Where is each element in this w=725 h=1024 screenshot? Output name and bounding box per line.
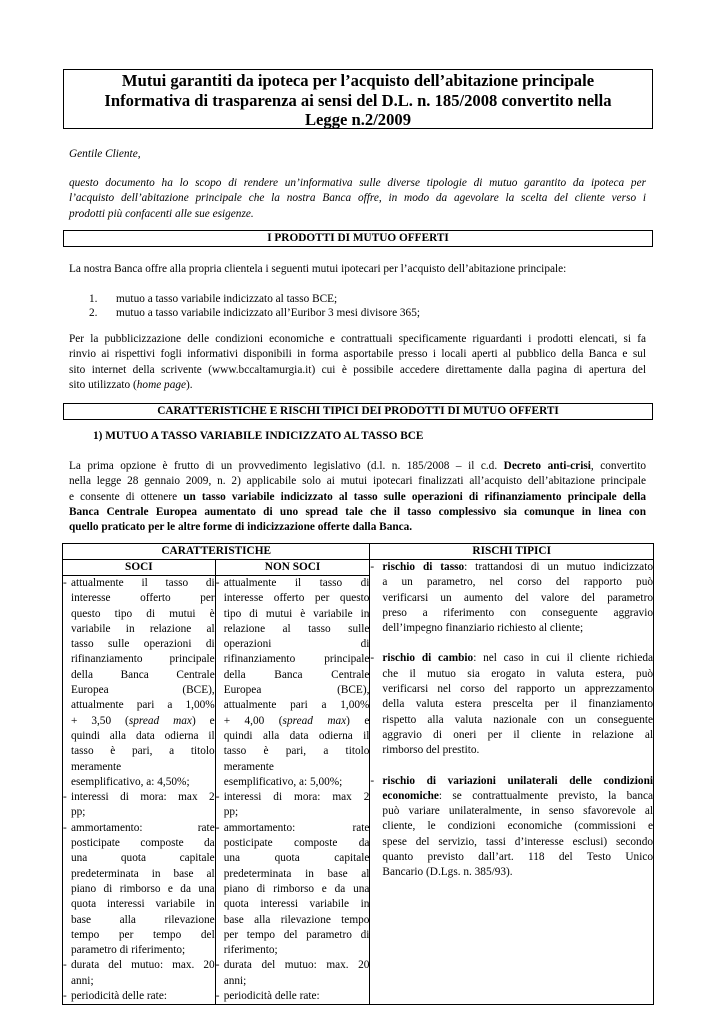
section-title-caratteristiche: CARATTERISTICHE E RISCHI TIPICI DEI PRODOTTI DI MUTUO OFFERTI	[63, 403, 653, 420]
products-lead: La nostra Banca offre alla propria clientela i seguenti mutui ipotecari per l’acquisto dell’abitazione principale:	[69, 263, 567, 275]
list-item: 1. mutuo a tasso variabile indicizzato al tasso BCE;	[89, 293, 338, 305]
publication-paragraph	[69, 332, 646, 393]
nonsoci-item-mora: - interessi di mora: max 2 pp;	[215, 791, 370, 819]
nonsoci-item-periodicita: - periodicità delle rate:	[215, 990, 320, 1003]
paragraph-line: Banca Centrale Europea aumentato di uno spread tale che il tasso complessivo sia comunque in linea con	[69, 505, 646, 518]
title-line: Mutui garantiti da ipoteca per l’acquisto dell’abitazione principale	[121, 71, 595, 90]
risk-item-variazioni: - rischio di variazioni unilaterali delle condizioni economiche: se contrattualmente previsto, la banca può variare unilateralmente, in senso sfavorevole al cliente, le condizioni economiche (commissioni e spese del servizio, tassi d’interesse esclusi) secondo quanto previsto dall’art. 118 del Testo Unico Bancario (D.Lgs. n. 385/93).	[370, 774, 653, 879]
risk-item-cambio: - rischio di cambio: nel caso in cui il cliente richieda che il mutuo sia erogato in valuta estera, può verificarsi nel corso del rapporto un apprezzamento della valuta estera prescelta per il finanziamento rispetto alla valuta nazionale con un conseguente aggravio di oneri per il cliente in relazione al rimborso del prestito.	[370, 652, 653, 757]
soci-item-ammortamento: - ammortamento: rate posticipate composte da una quota capitale predeterminata in base al piano di rimborso e da una quota interessi variabile in base alla rilevazione tempo per tempo del parametro di riferimento;	[63, 821, 215, 957]
paragraph-line: nella legge 28 gennaio 2009, n. 2) applicabile solo ai mutui ipotecari finalizzati all’acquisto dell’abitazione principale	[69, 475, 646, 488]
greeting: Gentile Cliente,	[69, 148, 141, 160]
header-rischi: RISCHI TIPICI	[370, 544, 654, 560]
intro-line: questo documento ha lo scopo di rendere un’informativa sulle diverse tipologie di mutuo garantito da ipoteca per	[69, 177, 646, 189]
bce-paragraph	[69, 459, 646, 535]
soci-item-tasso: - attualmente il tasso di interesse offerto per questo tipo di mutui è variabile in relazione al tasso sulle operazioni di rifinanziamento principale della Banca Centrale Europea (BCE), attualmente pari a 1,00% + 3,50 (spread max) e quindi alla data odierna il tasso è pari, a titolo meramente esemplificativo, a: 4,50%;	[63, 577, 215, 788]
header-caratteristiche: CARATTERISTICHE	[63, 544, 370, 560]
paragraph-line: e consente di ottenere un tasso variabile indicizzato al tasso sulle operazioni di rifinanziamento principale della	[69, 490, 647, 503]
header-soci: SOCI	[63, 560, 216, 576]
soci-cell	[63, 576, 216, 1005]
nonsoci-item-durata: - durata del mutuo: max. 20 anni;	[215, 959, 370, 987]
product-heading-bce: 1) MUTUO A TASSO VARIABILE INDICIZZATO AL TASSO BCE	[93, 430, 424, 442]
paragraph-line: quello praticato per le altre forme di indicizzazione offerte dalla Banca.	[69, 521, 413, 534]
header-non-soci: NON SOCI	[215, 560, 370, 576]
section-title-prodotti: I PRODOTTI DI MUTUO OFFERTI	[63, 230, 653, 247]
paragraph-line: rinvio ai rispettivi fogli informativi disponibili in forma asportabile presso i locali aperti al pubblico della Banca e sul	[69, 348, 646, 361]
paragraph-line: La prima opzione è frutto di un provvedimento legislativo (d.l. n. 185/2008 – il c.d. Decreto anti-crisi, convertito	[69, 460, 646, 472]
products-list	[89, 292, 420, 320]
document-title	[63, 69, 653, 129]
soci-item-mora: - interessi di mora: max 2 pp;	[63, 791, 215, 819]
intro-paragraph	[69, 176, 646, 222]
paragraph-line: Per la pubblicizzazione delle condizioni economiche e contrattuali specificamente riguardanti i prodotti elencati, si fa	[69, 333, 646, 345]
title-line: Informativa di trasparenza ai sensi del D.L. n. 185/2008 convertito nella	[104, 90, 612, 110]
nonsoci-item-tasso: - attualmente il tasso di interesse offerto per questo tipo di mutui è variabile in relazione al tasso sulle operazioni di rifinanziamento principale della Banca Centrale Europea (BCE), attualmente pari a 1,00% + 4,00 (spread max) e quindi alla data odierna il tasso è pari, a titolo meramente esemplificativo, a: 5,00%;	[215, 577, 370, 788]
paragraph-line: sito utilizzato (home page).	[69, 378, 193, 391]
characteristics-risks-table	[62, 543, 654, 1005]
soci-item-durata: - durata del mutuo: max. 20 anni;	[63, 959, 215, 987]
intro-line: prodotti più confacenti alle sue esigenze.	[69, 207, 254, 220]
soci-item-periodicita: - periodicità delle rate:	[63, 990, 167, 1003]
risk-item-tasso: - rischio di tasso: trattandosi di un mutuo indicizzato a un parametro, nel corso del rapporto può verificarsi un aumento del valore del parametro preso a riferimento con conseguente aggravio dell’impegno finanziario richiesto al cliente;	[370, 561, 653, 635]
paragraph-line: sito internet della scrivente (www.bccaltamurgia.it) cui è possibile accedere direttamente dalla pagina di apertura del	[69, 363, 646, 376]
nonsoci-item-ammortamento: - ammortamento: rate posticipate composte da una quota capitale predeterminata in base al piano di rimborso e da una quota interessi variabile in base alla rilevazione tempo per tempo del parametro di riferimento;	[215, 821, 370, 957]
non-soci-cell	[215, 576, 370, 1005]
list-item: 2. mutuo a tasso variabile indicizzato all’Euribor 3 mesi divisore 365;	[89, 307, 420, 319]
title-line: Legge n.2/2009	[304, 110, 411, 129]
rischi-cell	[370, 560, 654, 1005]
intro-line: l’acquisto dell’abitazione principale che la nostra Banca offre, in modo da agevolare la scelta del cliente verso i	[69, 192, 646, 205]
